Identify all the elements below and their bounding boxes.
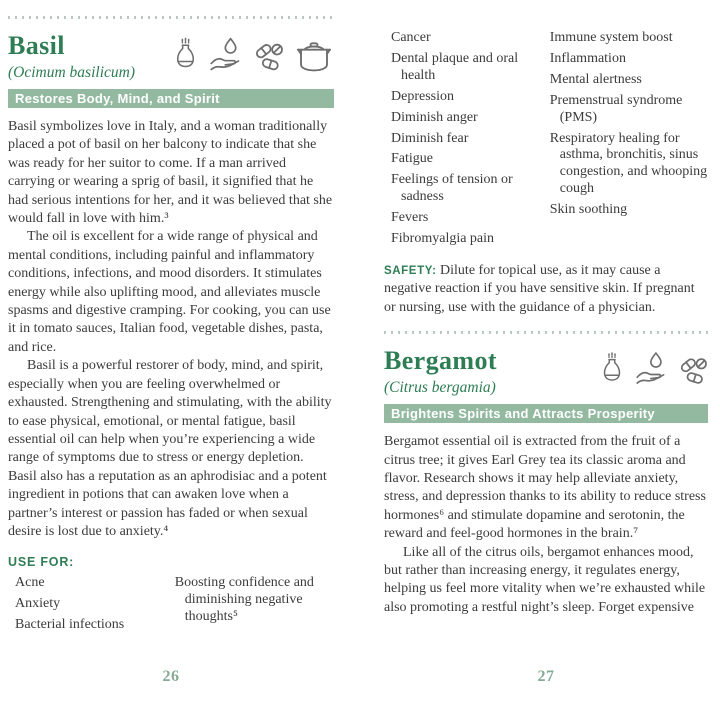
list-item: Inflammation — [549, 50, 626, 66]
list-item: Diminish anger — [391, 109, 478, 125]
list-item: Bacterial infections — [15, 617, 125, 633]
entry-tagline-banner: Restores Body, Mind, and Spirit — [8, 89, 334, 108]
use-for-label: USE FOR: — [8, 555, 75, 570]
pills-icon — [253, 38, 284, 75]
list-item: Dental plaque and oral health — [391, 50, 519, 83]
pills-icon — [678, 353, 708, 388]
basil-paragraph-2: The oil is excellent for a wide range of physical and mental conditions, including painful and inflammatory conditions, infections, and mood disorders. It stimulates energy while also uplifting mood, and alleviates muscle spasms and digestive cramping. For cooking, you can use it in tomato sauces, Italian food, vegetable dishes, pasta, and rice. — [8, 229, 331, 355]
list-item: Diminish fear — [391, 130, 469, 146]
dotted-divider — [384, 331, 708, 334]
list-item: Acne — [15, 575, 45, 591]
list-item: Mental alertness — [549, 71, 642, 87]
use-for-column-1 — [8, 575, 168, 638]
entry-title: Bergamot — [384, 346, 497, 376]
bergamot-paragraph-2: Like all of the citrus oils, bergamot enhances mood, but rather than increasing energy, it regulates energy, helping us feel more vitality when we’re exhausted while also promoting a restful night’s sleep. Forget expensive — [384, 544, 706, 615]
basil-titles — [8, 32, 135, 82]
use-for-list-continued — [384, 30, 708, 252]
page-number-left: 26 — [162, 668, 180, 685]
list-item: Anxiety — [15, 596, 61, 612]
use-for-continued-column-1 — [384, 30, 543, 252]
safety-text: Dilute for topical use, as it may cause a negative reaction if you have sensitive skin. If pregnant or nursing, use with the guidance of a physician. — [384, 262, 695, 315]
list-item: Fibromyalgia pain — [391, 231, 495, 247]
topical-hand-icon — [635, 350, 668, 388]
basil-paragraph-3: Basil is a powerful restorer of body, mind, and spirit, especially when you are feeling overwhelmed or exhausted. Strengthening and stimulating, with the ability to ease physical, emotional, or mental fatigue, basil essential oil can help when you’re experiencing a wide range of symptoms due to stress or energy depletion. Basil also has a reputation as an aphrodisiac and a potent ingredient in potions that can awaken love when a partner’s interest or passion has faded or when sexual desire is lost due to anxiety.⁴ — [8, 358, 332, 539]
page-26 — [8, 0, 334, 638]
use-for-continued-column-2 — [543, 30, 708, 252]
safety-label: SAFETY: — [384, 264, 437, 277]
diffuser-icon — [599, 348, 625, 388]
page-27 — [384, 0, 708, 617]
list-item: Premenstrual syndrome (PMS) — [549, 92, 683, 125]
bergamot-paragraph-1: Bergamot essential oil is extracted from the fruit of a citrus tree; it gives Earl Grey tea its classic aroma and flavor. Research shows it may help alleviate anxiety, stress, and depression thanks to its ability to reduce stress hormones⁶ and stimulate dopamine and serotonin, the reward and feel-good hormones in the brain.⁷ — [384, 434, 706, 542]
bergamot-entry-header — [384, 347, 708, 397]
entry-tagline-banner: Brightens Spirits and Attracts Prosperity — [384, 404, 708, 423]
list-item: Depression — [391, 88, 454, 104]
list-item: Boosting confidence and diminishing negative thoughts⁵ — [174, 575, 314, 625]
safety-note — [384, 262, 708, 317]
usage-icons — [599, 347, 708, 388]
use-for-column-2 — [168, 575, 334, 638]
topical-hand-icon — [209, 35, 243, 75]
use-for-list — [8, 575, 334, 638]
basil-paragraph-1: Basil symbolizes love in Italy, and a woman traditionally placed a pot of basil on her balcony to indicate that she was ready for her suitor to come. If a man arrived carrying or wearing a sprig of basil, it signified that he had serious intentions for her, and it was believed that she would fall in love with him.³ — [8, 119, 333, 227]
page-number-right: 27 — [537, 668, 555, 685]
usage-icons — [172, 32, 334, 75]
diffuser-icon — [172, 33, 199, 75]
entry-latin-name: (Ocimum basilicum) — [8, 64, 135, 81]
list-item: Fatigue — [391, 151, 433, 167]
basil-entry-header — [8, 32, 334, 82]
list-item: Feelings of tension or sadness — [391, 172, 513, 205]
list-item: Immune system boost — [549, 30, 673, 45]
cooking-pot-icon — [294, 41, 334, 75]
dotted-divider — [8, 16, 334, 19]
list-item: Respiratory healing for asthma, bronchitis, sinus congestion, and whooping cough — [549, 130, 708, 197]
entry-latin-name: (Citrus bergamia) — [384, 379, 496, 397]
entry-title: Basil — [8, 31, 65, 60]
bergamot-titles — [384, 347, 497, 397]
list-item: Cancer — [391, 30, 431, 45]
list-item: Skin soothing — [549, 202, 628, 218]
list-item: Fevers — [391, 210, 429, 226]
